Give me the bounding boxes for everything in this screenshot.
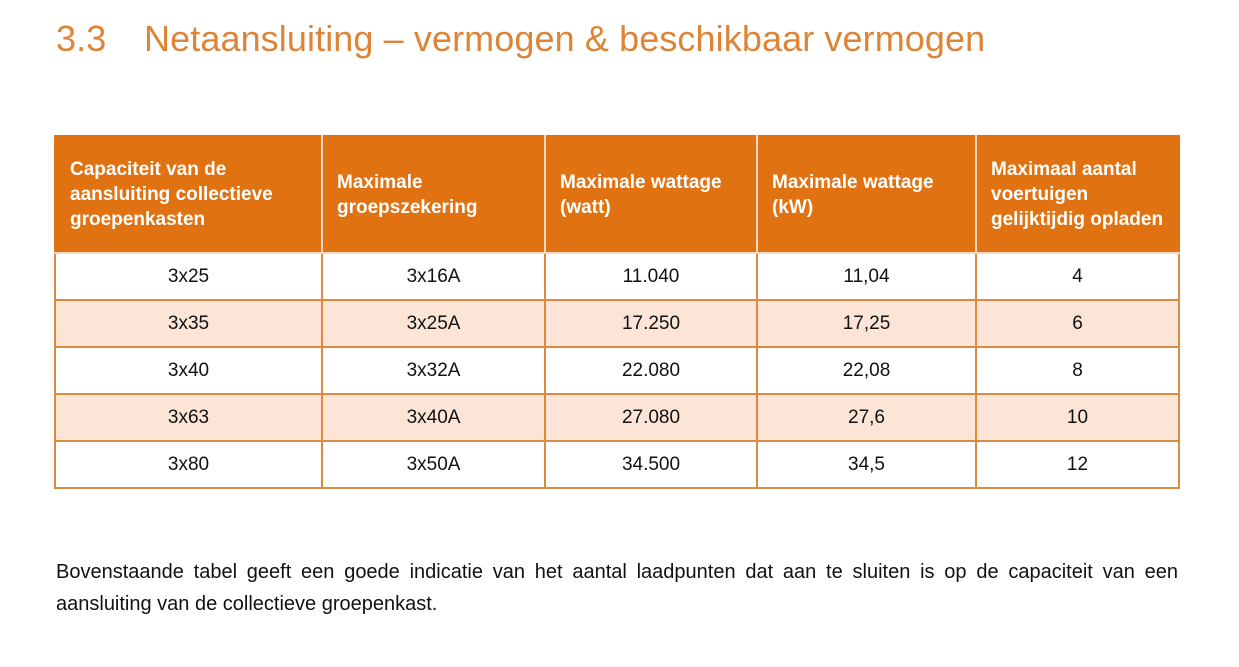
table-header-row [55, 136, 1179, 253]
section-heading [56, 18, 985, 60]
table-row [55, 394, 1179, 441]
cell-wattage-kw: 27,6 [757, 394, 976, 441]
cell-capacity: 3x35 [55, 300, 322, 347]
table-row [55, 441, 1179, 488]
cell-max-vehicles: 8 [976, 347, 1179, 394]
cell-wattage-watt: 17.250 [545, 300, 757, 347]
cell-wattage-watt: 22.080 [545, 347, 757, 394]
section-number: 3.3 [56, 18, 107, 59]
table-row [55, 347, 1179, 394]
cell-wattage-kw: 34,5 [757, 441, 976, 488]
table-caption: Bovenstaande tabel geeft een goede indicatie van het aantal laadpunten dat aan te sluiten is op de capaciteit van een aansluiting van de collectieve groepenkast. [56, 561, 1178, 615]
cell-group-fuse: 3x50A [322, 441, 545, 488]
cell-capacity: 3x80 [55, 441, 322, 488]
header-capacity: Capaciteit van de aansluiting collectieve groepenkasten [55, 136, 322, 253]
capacity-table [54, 135, 1180, 489]
cell-wattage-watt: 27.080 [545, 394, 757, 441]
cell-group-fuse: 3x32A [322, 347, 545, 394]
cell-capacity: 3x25 [55, 253, 322, 300]
cell-max-vehicles: 10 [976, 394, 1179, 441]
cell-wattage-watt: 34.500 [545, 441, 757, 488]
cell-group-fuse: 3x40A [322, 394, 545, 441]
table-row [55, 253, 1179, 300]
cell-capacity: 3x63 [55, 394, 322, 441]
section-title: Netaansluiting – vermogen & beschikbaar vermogen [144, 18, 986, 59]
cell-wattage-watt: 11.040 [545, 253, 757, 300]
cell-wattage-kw: 11,04 [757, 253, 976, 300]
cell-wattage-kw: 22,08 [757, 347, 976, 394]
header-group-fuse: Maximale groepszekering [322, 136, 545, 253]
cell-wattage-kw: 17,25 [757, 300, 976, 347]
cell-max-vehicles: 6 [976, 300, 1179, 347]
cell-capacity: 3x40 [55, 347, 322, 394]
cell-group-fuse: 3x16A [322, 253, 545, 300]
header-wattage-watt: Maximale wattage (watt) [545, 136, 757, 253]
table-row [55, 300, 1179, 347]
cell-max-vehicles: 4 [976, 253, 1179, 300]
header-wattage-kw: Maximale wattage (kW) [757, 136, 976, 253]
cell-max-vehicles: 12 [976, 441, 1179, 488]
header-max-vehicles: Maximaal aantal voertuigen gelijktijdig opladen [976, 136, 1179, 253]
cell-group-fuse: 3x25A [322, 300, 545, 347]
